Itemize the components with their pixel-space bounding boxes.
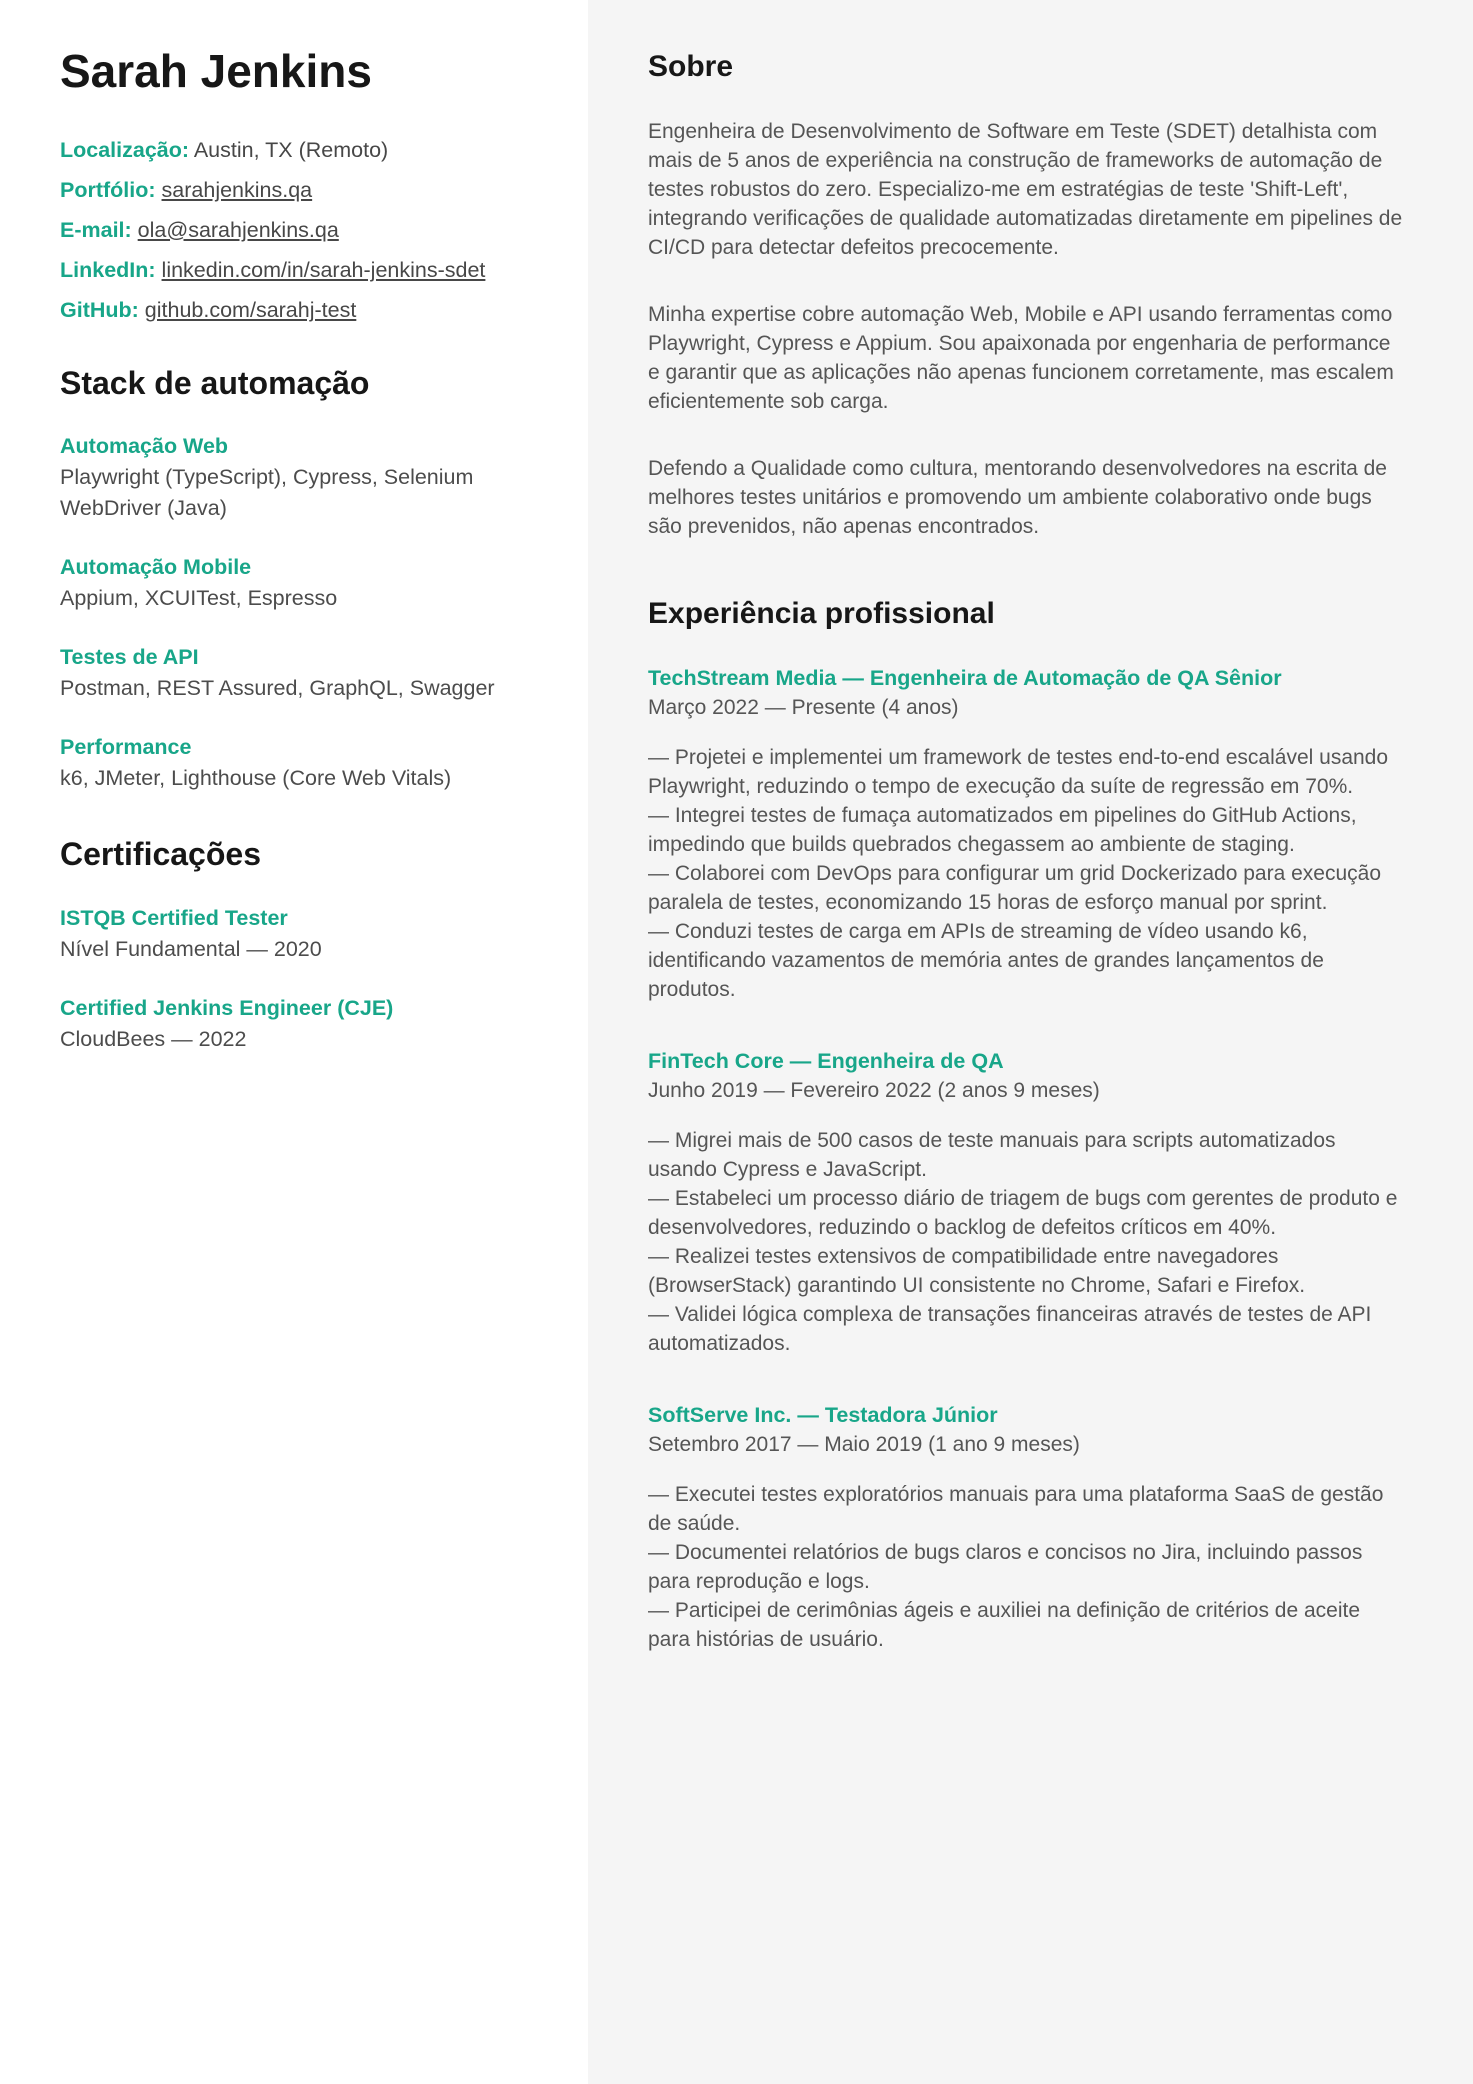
- contact-github-label: GitHub:: [60, 297, 139, 322]
- skill-detail: Postman, REST Assured, GraphQL, Swagger: [60, 676, 495, 701]
- skill-performance: [60, 732, 540, 794]
- contact-email-label: E-mail:: [60, 217, 132, 242]
- job-bullet: — Estabeleci um processo diário de triagem de bugs com gerentes de produto e desenvolvedores, reduzindo o backlog de defeitos críticos em 40%.: [648, 1187, 1398, 1239]
- contact-location: [60, 137, 540, 163]
- job-period: Setembro 2017 — Maio 2019 (1 ano 9 meses): [648, 1433, 1080, 1456]
- experience-section-heading: Experiência profissional: [648, 596, 995, 630]
- certifications-section-heading: Certificações: [60, 836, 261, 873]
- skill-mobile-automation: [60, 552, 540, 614]
- job-bullet: — Integrei testes de fumaça automatizados em pipelines do GitHub Actions, impedindo que builds quebrados chegassem ao ambiente de staging.: [648, 804, 1357, 856]
- job-bullet: — Realizei testes extensivos de compatibilidade entre navegadores (BrowserStack) garantindo UI consistente no Chrome, Safari e Firefox.: [648, 1245, 1306, 1297]
- skill-title: Automação Web: [60, 434, 229, 459]
- left-column: [0, 0, 588, 2084]
- job-bullet-list: [648, 1126, 1407, 1358]
- contact-github: [60, 297, 540, 323]
- skill-detail: Playwright (TypeScript), Cypress, Selenium WebDriver (Java): [60, 465, 474, 521]
- certification-detail: CloudBees — 2022: [60, 1027, 247, 1052]
- email-link[interactable]: ola@sarahjenkins.qa: [137, 217, 339, 242]
- job-entry-techstream: [648, 663, 1407, 1004]
- job-bullet: — Participei de cerimônias ágeis e auxiliei na definição de critérios de aceite para histórias de usuário.: [648, 1599, 1361, 1651]
- job-bullet: — Documentei relatórios de bugs claros e concisos no Jira, incluindo passos para reprodução e logs.: [648, 1541, 1363, 1593]
- github-link[interactable]: github.com/sarahj-test: [144, 297, 357, 322]
- right-column: [588, 0, 1473, 2084]
- job-bullet-list: [648, 743, 1407, 1004]
- skill-title: Testes de API: [60, 645, 199, 670]
- job-entry-fintech: [648, 1046, 1407, 1358]
- job-title: SoftServe Inc. — Testadora Júnior: [648, 1403, 998, 1427]
- job-bullet-list: [648, 1480, 1407, 1654]
- skill-title: Performance: [60, 735, 192, 760]
- job-period: Março 2022 — Presente (4 anos): [648, 696, 959, 719]
- skill-detail: k6, JMeter, Lighthouse (Core Web Vitals): [60, 766, 452, 791]
- about-section-heading: Sobre: [648, 50, 734, 83]
- certification-cje: [60, 993, 540, 1055]
- stack-section-heading: Stack de automação: [60, 364, 370, 401]
- contact-linkedin-label: LinkedIn:: [60, 257, 156, 282]
- contact-portfolio: [60, 177, 540, 203]
- contact-location-value: Austin, TX (Remoto): [193, 137, 389, 162]
- about-paragraph: Defendo a Qualidade como cultura, mentorando desenvolvedores na escrita de melhores testes unitários e promovendo um ambiente colaborativo onde bugs são prevenidos, não apenas encontrados.: [648, 456, 1387, 538]
- job-bullet: — Validei lógica complexa de transações financeiras através de testes de API automatizados.: [648, 1303, 1372, 1355]
- job-title: FinTech Core — Engenheira de QA: [648, 1049, 1004, 1073]
- contact-list: [60, 137, 540, 323]
- contact-portfolio-label: Portfólio:: [60, 177, 156, 202]
- job-period: Junho 2019 — Fevereiro 2022 (2 anos 9 meses): [648, 1079, 1100, 1102]
- linkedin-link[interactable]: linkedin.com/in/sarah-jenkins-sdet: [161, 257, 486, 282]
- contact-email: [60, 217, 540, 243]
- job-bullet: — Projetei e implementei um framework de testes end-to-end escalável usando Playwright, reduzindo o tempo de execução da suíte de regressão em 70%.: [648, 746, 1389, 798]
- job-bullet: — Colaborei com DevOps para configurar um grid Dockerizado para execução paralela de testes, economizando 15 horas de esforço manual por sprint.: [648, 862, 1382, 914]
- certification-istqb: [60, 903, 540, 965]
- job-title: TechStream Media — Engenheira de Automação de QA Sênior: [648, 666, 1282, 690]
- job-bullet: — Conduzi testes de carga em APIs de streaming de vídeo usando k6, identificando vazamentos de memória antes de grandes lançamentos de produtos.: [648, 920, 1324, 1001]
- skill-detail: Appium, XCUITest, Espresso: [60, 586, 338, 611]
- job-bullet: — Executei testes exploratórios manuais para uma plataforma SaaS de gestão de saúde.: [648, 1483, 1384, 1535]
- about-paragraph: Engenheira de Desenvolvimento de Software em Teste (SDET) detalhista com mais de 5 anos de experiência na construção de frameworks de automação de testes robustos do zero. Especializo-me em estratégias de teste 'Shift-Left', integrando verificações de qualidade automatizadas diretamente em pipelines de CI/CD para detectar defeitos precocemente.: [648, 119, 1403, 259]
- job-entry-softserve: [648, 1400, 1407, 1654]
- skill-title: Automação Mobile: [60, 555, 252, 580]
- contact-linkedin: [60, 257, 540, 283]
- skill-web-automation: [60, 431, 540, 524]
- certification-title: ISTQB Certified Tester: [60, 906, 288, 931]
- candidate-name: Sarah Jenkins: [60, 45, 372, 97]
- certification-detail: Nível Fundamental — 2020: [60, 937, 322, 962]
- about-paragraph: Minha expertise cobre automação Web, Mobile e API usando ferramentas como Playwright, Cypress e Appium. Sou apaixonada por engenharia de performance e garantir que as aplicações não apenas funcionem corretamente, mas escalem eficientemente sob carga.: [648, 302, 1394, 413]
- job-bullet: — Migrei mais de 500 casos de teste manuais para scripts automatizados usando Cypress e JavaScript.: [648, 1129, 1336, 1181]
- certification-title: Certified Jenkins Engineer (CJE): [60, 996, 394, 1021]
- portfolio-link[interactable]: sarahjenkins.qa: [161, 177, 313, 202]
- contact-location-label: Localização:: [60, 137, 190, 162]
- skill-api-testing: [60, 642, 540, 704]
